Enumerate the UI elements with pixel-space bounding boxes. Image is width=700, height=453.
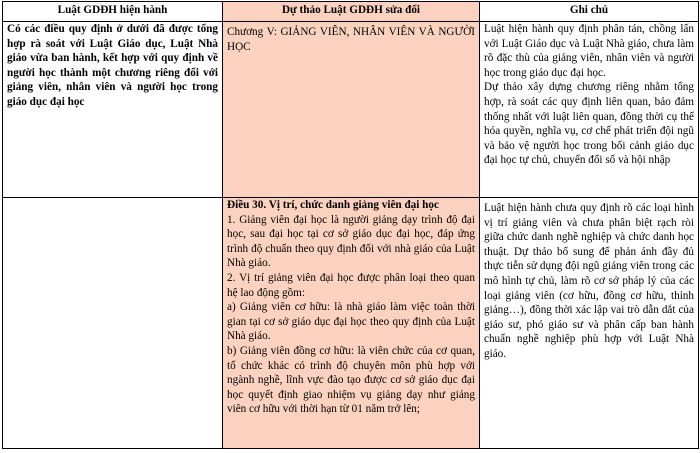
header-notes: Ghi chú: [480, 2, 699, 22]
header-row: [3, 2, 699, 22]
clause-1: 1. Giảng viên đại học là người giảng dạy trình độ đại học, sau đại học tại cơ sở giáo dục đại học, đáp ứng trình độ chuẩn theo quy định đối với nhà giáo của Luật Nhà giáo.: [227, 213, 475, 270]
notes-cell: [480, 198, 699, 449]
current-law-cell: Có các điều quy định ở dưới đã được tổng hợp rà soát với Luật Giáo dục, Luật Nhà giáo vừa ban hành, kết hợp với quy định về người học thành một chương riêng đối với giảng viên, nhân viên và người học trong giáo dục đại học: [3, 22, 223, 198]
notes-cell: [480, 22, 699, 198]
table-row: [3, 198, 699, 449]
header-current-law: Luật GDĐH hiện hành: [3, 2, 223, 22]
comparison-table: [2, 1, 699, 449]
current-law-cell: [3, 198, 223, 449]
chapter-title: Chương V: GIẢNG VIÊN, NHÂN VIÊN VÀ NGƯỜI HỌC: [227, 26, 475, 53]
note-paragraph: Luật hiện hành chưa quy định rõ các loại hình vị trí giảng viên và chưa phân biệt rạch ròi giữa chức danh nghề nghiệp và chức danh học thuật. Dự thảo bổ sung để phản ánh đầy đủ thực tiễn sử dụng đội ngũ giảng viên trong các mô hình tự chủ, làm rõ cơ sở pháp lý của các loại giảng viên (cơ hữu, đồng cơ hữu, thỉnh giảng…), đồng thời xác lập vai trò dẫn dắt của giáo sư, phó giáo sư và phân cấp ban hành chuẩn nghề nghiệp phù hợp với Luật Nhà giáo.: [484, 202, 694, 360]
draft-law-cell: [223, 198, 480, 449]
clause-2b: b) Giảng viên đồng cơ hữu: là viên chức của cơ quan, tổ chức khác có trình độ chuyên môn phù hợp với ngành nghề, lĩnh vực đào tạo được cơ sở giáo dục đại học quyết định giao nhiệm vụ giảng dạy như giảng viên cơ hữu với thời hạn từ 01 năm trở lên;: [227, 344, 475, 416]
draft-law-cell: [223, 22, 480, 198]
note-paragraph: Luật hiện hành quy định phân tán, chồng lấn với Luật Giáo dục và Luật Nhà giáo, chưa làm rõ đặc thù của giảng viên, nhân viên và người học trong giáo dục đại học.: [484, 23, 694, 79]
article-title: Điều 30. Vị trí, chức danh giảng viên đại học: [227, 199, 439, 211]
note-paragraph: Dự thảo xây dựng chương riêng nhằm tổng hợp, rà soát các quy định liên quan, bảo đảm thống nhất với luật liên quan, đồng thời cụ thể hóa quyền, nghĩa vụ, cơ chế phát triển đội ngũ và bảo vệ người học trong bối cảnh giáo dục đại học tự chủ, chuyển đổi số và hội nhập: [484, 81, 694, 167]
table-row: [3, 22, 699, 198]
clause-2: 2. Vị trí giảng viên đại học được phân loại theo quan hệ lao động gồm:: [227, 271, 475, 299]
clause-2a: a) Giảng viên cơ hữu: là nhà giáo làm việc toàn thời gian tại cơ sở giáo dục đại học theo quy định của Luật Nhà giáo.: [227, 301, 475, 343]
header-draft-law: Dự thảo Luật GDĐH sửa đổi: [223, 2, 480, 22]
